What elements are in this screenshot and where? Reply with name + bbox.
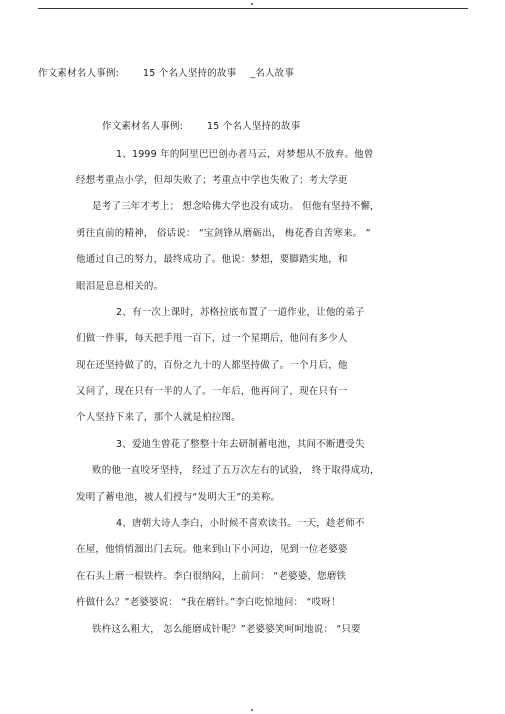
- header-suffix: _名人故事: [250, 68, 295, 79]
- body-line: 2、有一次上课时，苏格拉底布置了一道作业，让他的弟子: [116, 307, 365, 318]
- document-subtitle: [102, 121, 300, 133]
- header-label: 作文素材名人事例:: [38, 68, 120, 79]
- body-line: 3、爱迪生曾花了整整十年去研制蓄电池，其间不断遭受失: [116, 439, 365, 450]
- body-line: 他通过自己的努力，最终成功了。他说：梦想，要脚踏实地，和: [76, 254, 348, 265]
- body-line: 发明了蓄电池，被人们授与“发明大王”的美称。: [76, 492, 281, 503]
- body-line: 铁杵这么粗大， 怎么能磨成针呢？”老婆婆笑呵呵地说： “只要: [92, 624, 361, 635]
- header-page-mark: [251, 3, 253, 5]
- body-line: 是考了三年才考上； 想念哈佛大学也没有成功。 但他有坚持不懈，: [92, 201, 380, 212]
- body-line: 个人坚持下来了，那个人就是柏拉图。: [76, 412, 241, 423]
- body-line: 在屋，他悄悄溜出门去玩。他来到山下小河边，见到一位老婆婆: [76, 544, 348, 555]
- body-line: 眼泪是息息相关的。: [76, 281, 164, 292]
- body-line: 现在还坚持做了的，百份之九十的人都坚持做了。一个月后，他: [76, 360, 348, 371]
- body-line: 们做一件事，每天把手甩一百下，过一个星期后，他问有多少人: [76, 333, 348, 344]
- body-line: 勇往直前的精神， 俗话说： “宝剑锋从磨砺出， 梅花香自苦寒来。 ”: [76, 228, 371, 239]
- document-header: [38, 68, 294, 80]
- body-line: 1、1999 年的阿里巴巴创办者马云，对梦想从不放弃。他曾: [116, 149, 374, 160]
- footer-page-mark: [251, 709, 253, 711]
- header-rule: [38, 8, 468, 9]
- header-title: 15 个名人坚持的故事: [143, 68, 237, 79]
- subtitle-label: 作文素材名人事例:: [102, 121, 184, 132]
- body-line: 经想考重点小学，但却失败了；考重点中学也失败了；考大学更: [76, 175, 348, 186]
- body-line: 杵做什么？”老婆婆说： “我在磨针。”李白吃惊地问： “哎呀！: [76, 597, 341, 608]
- body-line: 4、唐朝大诗人李白，小时候不喜欢读书。一天，趁老师不: [116, 518, 365, 529]
- body-line: 在石头上磨一根铁杵。李白很纳闷，上前问： “老婆婆，您磨铁: [76, 571, 347, 582]
- body-line: 败的他一直咬牙坚持， 经过了五万次左右的试验， 终于取得成功，: [92, 465, 380, 476]
- subtitle-title: 15 个名人坚持的故事: [207, 121, 301, 132]
- body-line: 又问了，现在只有一半的人了。一年后，他再问了，现在只有一: [76, 386, 348, 397]
